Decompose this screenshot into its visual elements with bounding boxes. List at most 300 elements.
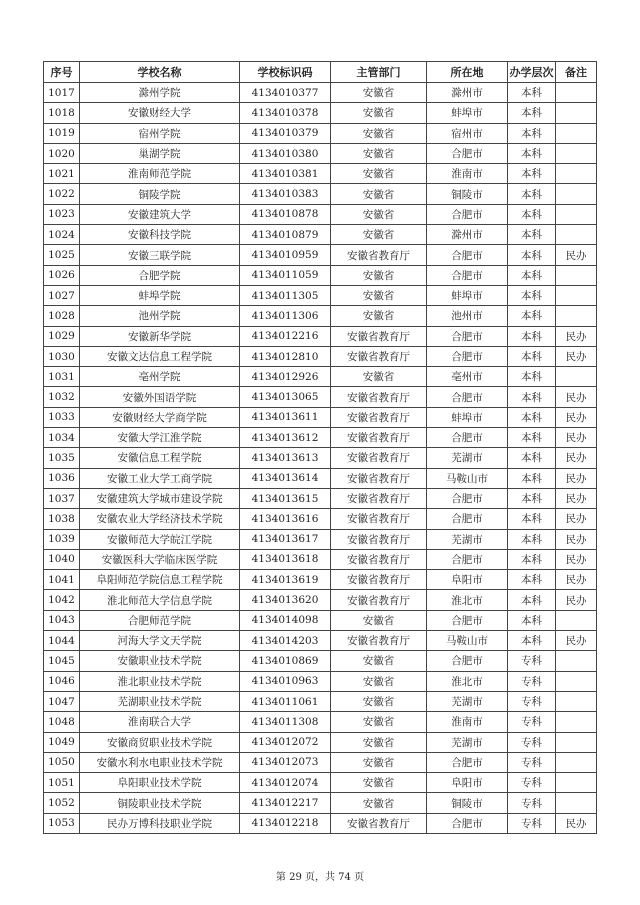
remarks-cell <box>556 671 597 691</box>
school-code-cell: 4134012217 <box>240 793 331 813</box>
location-cell: 芜湖市 <box>427 448 508 468</box>
table-row <box>44 590 597 610</box>
department-cell: 安徽省 <box>331 367 427 387</box>
table-row <box>44 671 597 691</box>
school-name-cell: 宿州学院 <box>80 123 240 143</box>
school-code-cell: 4134010381 <box>240 164 331 184</box>
department-cell: 安徽省 <box>331 306 427 326</box>
location-cell: 合肥市 <box>427 509 508 529</box>
school-name-cell: 阜阳师范学院信息工程学院 <box>80 570 240 590</box>
seq-cell: 1037 <box>44 488 80 508</box>
school-code-cell: 4134010378 <box>240 103 331 123</box>
table-row <box>44 773 597 793</box>
remarks-cell <box>556 204 597 224</box>
location-cell: 芜湖市 <box>427 691 508 711</box>
department-cell: 安徽省 <box>331 773 427 793</box>
school-code-cell: 4134011059 <box>240 265 331 285</box>
location-cell: 合肥市 <box>427 610 508 630</box>
table-row <box>44 752 597 772</box>
department-cell: 安徽省教育厅 <box>331 529 427 549</box>
level-cell: 本科 <box>508 326 556 346</box>
department-cell: 安徽省 <box>331 651 427 671</box>
remarks-cell: 民办 <box>556 813 597 833</box>
location-cell: 合肥市 <box>427 752 508 772</box>
location-cell: 蚌埠市 <box>427 407 508 427</box>
location-cell: 淮南市 <box>427 164 508 184</box>
school-name-cell: 河海大学文天学院 <box>80 631 240 651</box>
level-cell: 本科 <box>508 204 556 224</box>
seq-cell: 1034 <box>44 428 80 448</box>
school-name-cell: 芜湖职业技术学院 <box>80 691 240 711</box>
table-row <box>44 813 597 833</box>
location-cell: 合肥市 <box>427 245 508 265</box>
table-row <box>44 793 597 813</box>
school-name-cell: 安徽农业大学经济技术学院 <box>80 509 240 529</box>
department-cell: 安徽省 <box>331 732 427 752</box>
location-cell: 滁州市 <box>427 83 508 103</box>
table-row <box>44 651 597 671</box>
location-cell: 淮南市 <box>427 712 508 732</box>
school-name-cell: 淮南师范学院 <box>80 164 240 184</box>
level-cell: 本科 <box>508 184 556 204</box>
remarks-cell <box>556 265 597 285</box>
school-code-cell: 4134012926 <box>240 367 331 387</box>
seq-cell: 1019 <box>44 123 80 143</box>
location-cell: 阜阳市 <box>427 570 508 590</box>
seq-cell: 1047 <box>44 691 80 711</box>
school-code-cell: 4134012218 <box>240 813 331 833</box>
department-cell: 安徽省 <box>331 265 427 285</box>
school-code-cell: 4134011061 <box>240 691 331 711</box>
school-code-cell: 4134011308 <box>240 712 331 732</box>
school-name-cell: 阜阳职业技术学院 <box>80 773 240 793</box>
location-cell: 合肥市 <box>427 143 508 163</box>
school-name-cell: 安徽商贸职业技术学院 <box>80 732 240 752</box>
level-cell: 本科 <box>508 103 556 123</box>
seq-cell: 1038 <box>44 509 80 529</box>
school-name-cell: 滁州学院 <box>80 83 240 103</box>
level-cell: 专科 <box>508 712 556 732</box>
seq-cell: 1022 <box>44 184 80 204</box>
level-cell: 本科 <box>508 509 556 529</box>
department-cell: 安徽省教育厅 <box>331 326 427 346</box>
seq-cell: 1040 <box>44 549 80 569</box>
department-cell: 安徽省教育厅 <box>331 488 427 508</box>
level-cell: 本科 <box>508 225 556 245</box>
department-cell: 安徽省 <box>331 793 427 813</box>
location-cell: 淮北市 <box>427 671 508 691</box>
school-code-cell: 4134011306 <box>240 306 331 326</box>
school-name-cell: 安徽建筑大学城市建设学院 <box>80 488 240 508</box>
department-cell: 安徽省教育厅 <box>331 631 427 651</box>
department-cell: 安徽省教育厅 <box>331 346 427 366</box>
school-code-cell: 4134011305 <box>240 285 331 305</box>
seq-cell: 1052 <box>44 793 80 813</box>
level-cell: 本科 <box>508 590 556 610</box>
level-cell: 本科 <box>508 448 556 468</box>
remarks-cell: 民办 <box>556 407 597 427</box>
department-cell: 安徽省 <box>331 691 427 711</box>
level-cell: 专科 <box>508 813 556 833</box>
school-code-cell: 4134012810 <box>240 346 331 366</box>
school-code-cell: 4134013614 <box>240 468 331 488</box>
table-row <box>44 509 597 529</box>
remarks-cell: 民办 <box>556 245 597 265</box>
location-cell: 合肥市 <box>427 265 508 285</box>
remarks-cell <box>556 83 597 103</box>
school-code-cell: 4134010379 <box>240 123 331 143</box>
school-code-cell: 4134013617 <box>240 529 331 549</box>
level-cell: 本科 <box>508 387 556 407</box>
table-row <box>44 570 597 590</box>
location-cell: 铜陵市 <box>427 184 508 204</box>
level-cell: 本科 <box>508 549 556 569</box>
school-name-cell: 淮南联合大学 <box>80 712 240 732</box>
school-code-cell: 4134014098 <box>240 610 331 630</box>
level-cell: 专科 <box>508 651 556 671</box>
department-cell: 安徽省 <box>331 225 427 245</box>
level-cell: 专科 <box>508 671 556 691</box>
level-cell: 本科 <box>508 468 556 488</box>
level-cell: 专科 <box>508 773 556 793</box>
location-cell: 合肥市 <box>427 651 508 671</box>
school-code-cell: 4134010963 <box>240 671 331 691</box>
seq-cell: 1042 <box>44 590 80 610</box>
school-code-cell: 4134012073 <box>240 752 331 772</box>
department-cell: 安徽省 <box>331 83 427 103</box>
school-code-cell: 4134010380 <box>240 143 331 163</box>
location-cell: 合肥市 <box>427 549 508 569</box>
table-row <box>44 387 597 407</box>
level-cell: 本科 <box>508 570 556 590</box>
header-row <box>44 62 597 83</box>
department-cell: 安徽省 <box>331 671 427 691</box>
table-row <box>44 428 597 448</box>
table-row <box>44 123 597 143</box>
department-cell: 安徽省 <box>331 164 427 184</box>
seq-cell: 1026 <box>44 265 80 285</box>
school-name-cell: 安徽外国语学院 <box>80 387 240 407</box>
school-name-cell: 安徽财经大学商学院 <box>80 407 240 427</box>
table-row <box>44 103 597 123</box>
school-code-cell: 4134013620 <box>240 590 331 610</box>
remarks-cell <box>556 773 597 793</box>
level-cell: 专科 <box>508 732 556 752</box>
department-cell: 安徽省教育厅 <box>331 813 427 833</box>
table-row <box>44 549 597 569</box>
location-cell: 亳州市 <box>427 367 508 387</box>
school-code-cell: 4134010878 <box>240 204 331 224</box>
department-cell: 安徽省教育厅 <box>331 590 427 610</box>
seq-cell: 1027 <box>44 285 80 305</box>
remarks-cell <box>556 123 597 143</box>
location-cell: 滁州市 <box>427 225 508 245</box>
department-cell: 安徽省教育厅 <box>331 448 427 468</box>
department-cell: 安徽省教育厅 <box>331 245 427 265</box>
level-cell: 本科 <box>508 367 556 387</box>
seq-cell: 1020 <box>44 143 80 163</box>
location-cell: 合肥市 <box>427 488 508 508</box>
school-name-cell: 池州学院 <box>80 306 240 326</box>
table-row <box>44 488 597 508</box>
table-row <box>44 225 597 245</box>
remarks-cell <box>556 285 597 305</box>
schools-table <box>43 61 597 834</box>
school-code-cell: 4134010879 <box>240 225 331 245</box>
remarks-cell: 民办 <box>556 488 597 508</box>
table-row <box>44 529 597 549</box>
table-row <box>44 306 597 326</box>
table-row <box>44 346 597 366</box>
seq-cell: 1024 <box>44 225 80 245</box>
seq-cell: 1021 <box>44 164 80 184</box>
school-name-cell: 淮北职业技术学院 <box>80 671 240 691</box>
department-cell: 安徽省 <box>331 184 427 204</box>
level-cell: 本科 <box>508 631 556 651</box>
level-cell: 本科 <box>508 164 556 184</box>
remarks-cell: 民办 <box>556 590 597 610</box>
location-cell: 淮北市 <box>427 590 508 610</box>
school-code-cell: 4134010959 <box>240 245 331 265</box>
school-code-cell: 4134013618 <box>240 549 331 569</box>
page-footer: 第 29 页，共 74 页 <box>275 872 365 883</box>
department-cell: 安徽省 <box>331 752 427 772</box>
school-name-cell: 淮北师范大学信息学院 <box>80 590 240 610</box>
school-code-cell: 4134013065 <box>240 387 331 407</box>
table-row <box>44 610 597 630</box>
department-cell: 安徽省 <box>331 712 427 732</box>
remarks-cell: 民办 <box>556 529 597 549</box>
school-name-cell: 安徽信息工程学院 <box>80 448 240 468</box>
location-cell: 合肥市 <box>427 346 508 366</box>
remarks-cell: 民办 <box>556 509 597 529</box>
seq-cell: 1032 <box>44 387 80 407</box>
seq-cell: 1048 <box>44 712 80 732</box>
level-cell: 专科 <box>508 752 556 772</box>
table-row <box>44 245 597 265</box>
seq-cell: 1035 <box>44 448 80 468</box>
remarks-cell <box>556 164 597 184</box>
level-cell: 本科 <box>508 306 556 326</box>
department-cell: 安徽省教育厅 <box>331 549 427 569</box>
table-row <box>44 367 597 387</box>
table-row <box>44 407 597 427</box>
remarks-cell <box>556 610 597 630</box>
remarks-cell <box>556 143 597 163</box>
level-cell: 本科 <box>508 265 556 285</box>
remarks-cell: 民办 <box>556 468 597 488</box>
level-cell: 本科 <box>508 428 556 448</box>
school-name-cell: 安徽新华学院 <box>80 326 240 346</box>
school-code-cell: 4134013611 <box>240 407 331 427</box>
seq-cell: 1049 <box>44 732 80 752</box>
remarks-cell <box>556 752 597 772</box>
seq-cell: 1050 <box>44 752 80 772</box>
seq-cell: 1029 <box>44 326 80 346</box>
seq-cell: 1043 <box>44 610 80 630</box>
remarks-cell: 民办 <box>556 448 597 468</box>
school-code-cell: 4134013619 <box>240 570 331 590</box>
remarks-cell <box>556 103 597 123</box>
school-name-cell: 安徽工业大学工商学院 <box>80 468 240 488</box>
school-code-cell: 4134013615 <box>240 488 331 508</box>
col-header-level: 办学层次 <box>508 62 556 83</box>
school-code-cell: 4134012074 <box>240 773 331 793</box>
department-cell: 安徽省教育厅 <box>331 407 427 427</box>
col-header-location: 所在地 <box>427 62 508 83</box>
level-cell: 本科 <box>508 407 556 427</box>
department-cell: 安徽省教育厅 <box>331 387 427 407</box>
table-row <box>44 631 597 651</box>
school-code-cell: 4134010377 <box>240 83 331 103</box>
location-cell: 马鞍山市 <box>427 468 508 488</box>
department-cell: 安徽省教育厅 <box>331 509 427 529</box>
level-cell: 本科 <box>508 610 556 630</box>
department-cell: 安徽省 <box>331 143 427 163</box>
remarks-cell <box>556 225 597 245</box>
col-header-department: 主管部门 <box>331 62 427 83</box>
location-cell: 合肥市 <box>427 428 508 448</box>
level-cell: 专科 <box>508 691 556 711</box>
school-name-cell: 安徽建筑大学 <box>80 204 240 224</box>
school-name-cell: 安徽水利水电职业技术学院 <box>80 752 240 772</box>
table-row <box>44 143 597 163</box>
remarks-cell <box>556 712 597 732</box>
seq-cell: 1036 <box>44 468 80 488</box>
table-row <box>44 184 597 204</box>
school-name-cell: 铜陵职业技术学院 <box>80 793 240 813</box>
remarks-cell: 民办 <box>556 631 597 651</box>
location-cell: 马鞍山市 <box>427 631 508 651</box>
remarks-cell <box>556 306 597 326</box>
remarks-cell: 民办 <box>556 326 597 346</box>
seq-cell: 1028 <box>44 306 80 326</box>
col-header-remarks: 备注 <box>556 62 597 83</box>
department-cell: 安徽省 <box>331 103 427 123</box>
seq-cell: 1023 <box>44 204 80 224</box>
remarks-cell: 民办 <box>556 570 597 590</box>
seq-cell: 1053 <box>44 813 80 833</box>
location-cell: 合肥市 <box>427 326 508 346</box>
level-cell: 本科 <box>508 83 556 103</box>
table-row <box>44 326 597 346</box>
location-cell: 合肥市 <box>427 387 508 407</box>
seq-cell: 1017 <box>44 83 80 103</box>
table-row <box>44 204 597 224</box>
department-cell: 安徽省 <box>331 204 427 224</box>
department-cell: 安徽省教育厅 <box>331 570 427 590</box>
location-cell: 铜陵市 <box>427 793 508 813</box>
remarks-cell <box>556 691 597 711</box>
seq-cell: 1039 <box>44 529 80 549</box>
department-cell: 安徽省教育厅 <box>331 468 427 488</box>
school-name-cell: 安徽职业技术学院 <box>80 651 240 671</box>
remarks-cell <box>556 793 597 813</box>
school-name-cell: 亳州学院 <box>80 367 240 387</box>
department-cell: 安徽省教育厅 <box>331 428 427 448</box>
table-row <box>44 732 597 752</box>
location-cell: 池州市 <box>427 306 508 326</box>
school-name-cell: 合肥师范学院 <box>80 610 240 630</box>
school-name-cell: 安徽财经大学 <box>80 103 240 123</box>
school-name-cell: 蚌埠学院 <box>80 285 240 305</box>
school-code-cell: 4134012216 <box>240 326 331 346</box>
level-cell: 本科 <box>508 488 556 508</box>
school-name-cell: 铜陵学院 <box>80 184 240 204</box>
seq-cell: 1033 <box>44 407 80 427</box>
remarks-cell <box>556 732 597 752</box>
school-name-cell: 安徽文达信息工程学院 <box>80 346 240 366</box>
department-cell: 安徽省 <box>331 285 427 305</box>
location-cell: 蚌埠市 <box>427 285 508 305</box>
school-name-cell: 安徽医科大学临床医学院 <box>80 549 240 569</box>
seq-cell: 1025 <box>44 245 80 265</box>
location-cell: 芜湖市 <box>427 732 508 752</box>
table-row <box>44 691 597 711</box>
department-cell: 安徽省 <box>331 123 427 143</box>
location-cell: 宿州市 <box>427 123 508 143</box>
seq-cell: 1044 <box>44 631 80 651</box>
col-header-school-name: 学校名称 <box>80 62 240 83</box>
seq-cell: 1045 <box>44 651 80 671</box>
level-cell: 本科 <box>508 123 556 143</box>
table-row <box>44 448 597 468</box>
department-cell: 安徽省 <box>331 610 427 630</box>
table-row <box>44 164 597 184</box>
school-name-cell: 安徽科技学院 <box>80 225 240 245</box>
school-name-cell: 安徽三联学院 <box>80 245 240 265</box>
location-cell: 芜湖市 <box>427 529 508 549</box>
level-cell: 本科 <box>508 529 556 549</box>
school-code-cell: 4134014203 <box>240 631 331 651</box>
col-header-seq: 序号 <box>44 62 80 83</box>
table-row <box>44 83 597 103</box>
school-name-cell: 民办万博科技职业学院 <box>80 813 240 833</box>
table-row <box>44 468 597 488</box>
remarks-cell <box>556 184 597 204</box>
school-code-cell: 4134013612 <box>240 428 331 448</box>
table-row <box>44 712 597 732</box>
remarks-cell: 民办 <box>556 346 597 366</box>
remarks-cell: 民办 <box>556 428 597 448</box>
location-cell: 阜阳市 <box>427 773 508 793</box>
table-row <box>44 265 597 285</box>
level-cell: 本科 <box>508 143 556 163</box>
school-code-cell: 4134013613 <box>240 448 331 468</box>
seq-cell: 1030 <box>44 346 80 366</box>
level-cell: 本科 <box>508 285 556 305</box>
location-cell: 蚌埠市 <box>427 103 508 123</box>
remarks-cell: 民办 <box>556 387 597 407</box>
seq-cell: 1018 <box>44 103 80 123</box>
location-cell: 合肥市 <box>427 204 508 224</box>
level-cell: 本科 <box>508 245 556 265</box>
col-header-school-code: 学校标识码 <box>240 62 331 83</box>
school-name-cell: 合肥学院 <box>80 265 240 285</box>
school-name-cell: 安徽师范大学皖江学院 <box>80 529 240 549</box>
remarks-cell <box>556 651 597 671</box>
seq-cell: 1031 <box>44 367 80 387</box>
school-code-cell: 4134012072 <box>240 732 331 752</box>
level-cell: 本科 <box>508 346 556 366</box>
location-cell: 合肥市 <box>427 813 508 833</box>
remarks-cell: 民办 <box>556 549 597 569</box>
seq-cell: 1051 <box>44 773 80 793</box>
table-row <box>44 285 597 305</box>
seq-cell: 1041 <box>44 570 80 590</box>
level-cell: 专科 <box>508 793 556 813</box>
school-code-cell: 4134010869 <box>240 651 331 671</box>
